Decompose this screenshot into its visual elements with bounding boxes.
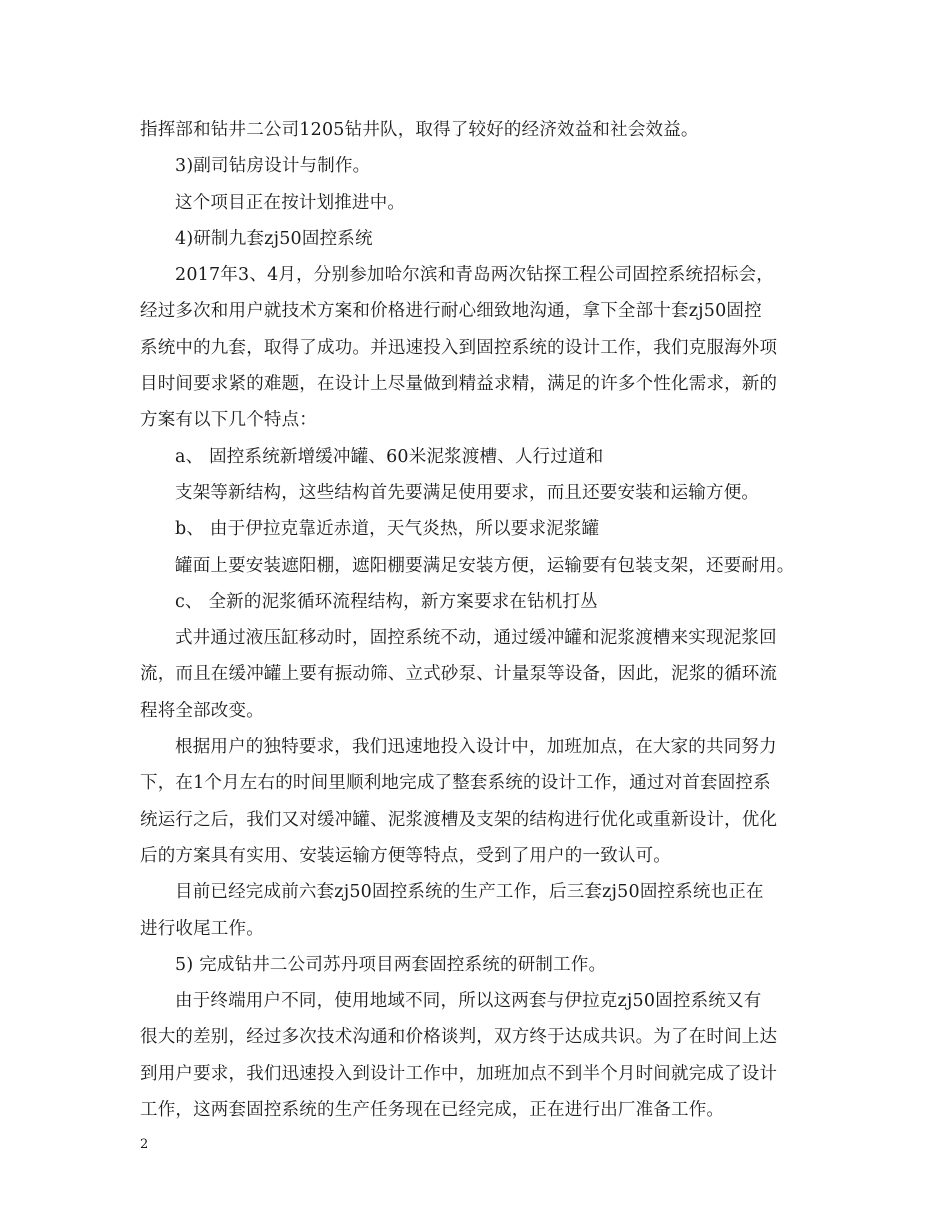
text-line: b、 由于伊拉克靠近赤道，天气炎热，所以要求泥浆罐 xyxy=(175,519,600,540)
text-line: 系统中的九套，取得了成功。并迅速投入到固控系统的设计工作，我们克服海外项 xyxy=(140,337,778,358)
page-number: 2 xyxy=(140,1137,149,1152)
text-line: 方案有以下几个特点： xyxy=(140,410,317,431)
text-line: 目时间要求紧的难题，在设计上尽量做到精益求精，满足的许多个性化需求，新的 xyxy=(140,374,778,395)
text-line: c、 全新的泥浆循环流程结构，新方案要求在钻机打丛 xyxy=(175,591,598,612)
text-line: 经过多次和用户就技术方案和价格进行耐心细致地沟通，拿下全部十套zj50固控 xyxy=(140,301,762,322)
text-line: 统运行之后，我们又对缓冲罐、泥浆渡槽及支架的结构进行优化或重新设计，优化 xyxy=(140,809,778,830)
text-line: 5) 完成钻井二公司苏丹项目两套固控系统的研制工作。 xyxy=(175,954,607,975)
text-line: 流，而且在缓冲罐上要有振动筛、立式砂泵、计量泵等设备，因此，泥浆的循环流 xyxy=(140,664,778,685)
text-line: 3)副司钻房设计与制作。 xyxy=(175,156,371,177)
text-line: 根据用户的独特要求，我们迅速地投入设计中，加班加点，在大家的共同努力 xyxy=(175,737,777,758)
text-line: 式井通过液压缸移动时，固控系统不动，通过缓冲罐和泥浆渡槽来实现泥浆回 xyxy=(175,628,777,649)
text-line: 很大的差别，经过多次技术沟通和价格谈判，双方终于达成共识。为了在时间上达 xyxy=(140,1027,778,1048)
text-line: 程将全部改变。 xyxy=(140,700,264,721)
text-line: 4)研制九套zj50固控系统 xyxy=(175,228,373,249)
text-line: 工作，这两套固控系统的生产任务现在已经完成，正在进行出厂准备工作。 xyxy=(140,1100,725,1121)
text-line: 到用户要求，我们迅速投入到设计工作中，加班加点不到半个月时间就完成了设计 xyxy=(140,1063,778,1084)
document-body xyxy=(140,112,820,1128)
text-line: 目前已经完成前六套zj50固控系统的生产工作，后三套zj50固控系统也正在 xyxy=(175,882,764,903)
text-line: 后的方案具有实用、安装运输方便等特点，受到了用户的一致认可。 xyxy=(140,845,671,866)
text-line: 下，在1个月左右的时间里顺利地完成了整套系统的设计工作，通过对首套固控系 xyxy=(140,773,771,794)
text-line: 这个项目正在按计划推进中。 xyxy=(175,192,406,213)
text-line: 支架等新结构，这些结构首先要满足使用要求，而且还要安装和运输方便。 xyxy=(175,482,760,503)
text-line: a、 固控系统新增缓冲罐、60米泥浆渡槽、人行过道和 xyxy=(175,446,604,467)
text-line: 进行收尾工作。 xyxy=(140,918,264,939)
text-line: 由于终端用户不同，使用地域不同，所以这两套与伊拉克zj50固控系统又有 xyxy=(175,991,762,1012)
text-line: 指挥部和钻井二公司1205钻井队，取得了较好的经济效益和社会效益。 xyxy=(140,120,699,140)
text-line: 罐面上要安装遮阳棚，遮阳棚要满足安装方便，运输要有包装支架，还要耐用。 xyxy=(175,555,795,576)
text-line: 2017年3、4月，分别参加哈尔滨和青岛两次钻探工程公司固控系统招标会， xyxy=(175,265,775,286)
